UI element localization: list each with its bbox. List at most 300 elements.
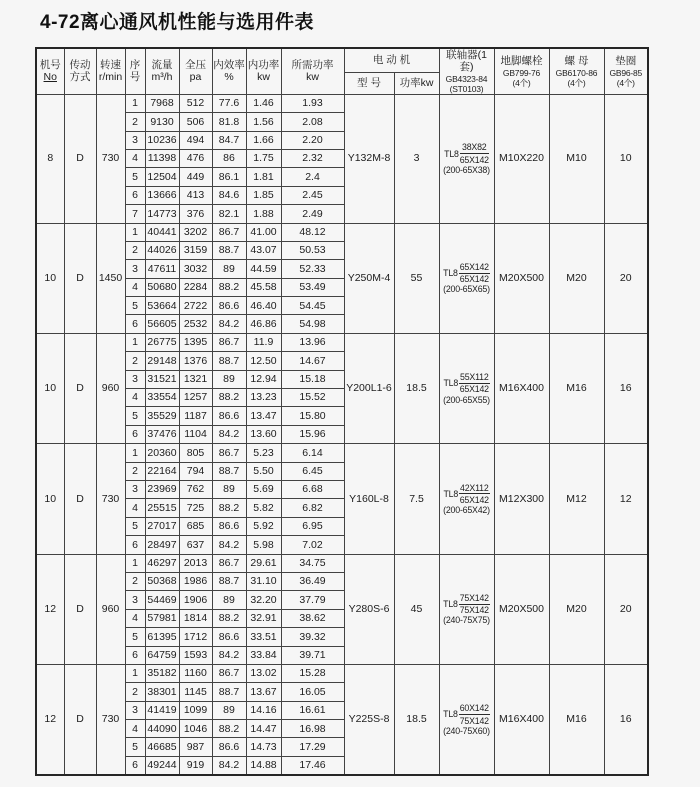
cell-flow: 20360 <box>145 444 179 462</box>
cell-required-power: 2.08 <box>281 113 344 131</box>
cell-required-power: 15.18 <box>281 370 344 388</box>
header-line: m³/h <box>151 71 173 84</box>
cell-flow: 13666 <box>145 186 179 204</box>
cell-required-power: 6.82 <box>281 499 344 517</box>
cell-internal-power: 5.69 <box>246 480 281 498</box>
cell-motor-power: 18.5 <box>394 664 439 775</box>
cell-pressure: 2532 <box>179 315 212 333</box>
cell-pressure: 2722 <box>179 297 212 315</box>
cell-internal-power: 43.07 <box>246 241 281 259</box>
cell-internal-power: 5.92 <box>246 517 281 535</box>
cell-drive: D <box>64 664 96 775</box>
cell-pressure: 1986 <box>179 572 212 590</box>
header-line: 联轴器(1套) <box>446 49 487 74</box>
cell-washer: 12 <box>604 444 648 554</box>
coupling-fraction <box>459 593 490 615</box>
cell-flow: 53664 <box>145 297 179 315</box>
col-header-motor-power: 功率kw <box>394 72 439 94</box>
cell-seq: 4 <box>125 149 145 167</box>
cell-flow: 47611 <box>145 260 179 278</box>
cell-flow: 27017 <box>145 517 179 535</box>
coupling-main <box>443 703 490 725</box>
cell-required-power: 15.28 <box>281 664 344 682</box>
cell-seq: 5 <box>125 297 145 315</box>
coupling-spec <box>440 262 494 294</box>
cell-seq: 2 <box>125 572 145 590</box>
cell-required-power: 16.05 <box>281 683 344 701</box>
col-header-fan-no <box>36 48 64 94</box>
cell-efficiency: 88.2 <box>212 499 246 517</box>
cell-seq: 6 <box>125 646 145 664</box>
header-line: GB4323-84 <box>445 73 488 84</box>
header-line: 垫圈 <box>615 55 637 68</box>
header-line: 螺 母 <box>564 55 589 68</box>
cell-flow: 10236 <box>145 131 179 149</box>
cell-flow: 7968 <box>145 94 179 112</box>
cell-required-power: 6.68 <box>281 480 344 498</box>
cell-fan-no: 12 <box>36 664 64 775</box>
header-line: 机号 <box>39 59 61 72</box>
cell-internal-power: 13.67 <box>246 683 281 701</box>
col-header-nut <box>549 48 604 94</box>
cell-drive: D <box>64 554 96 664</box>
cell-required-power: 48.12 <box>281 223 344 241</box>
cell-internal-power: 46.40 <box>246 297 281 315</box>
cell-pressure: 1160 <box>179 664 212 682</box>
cell-seq: 5 <box>125 517 145 535</box>
cell-internal-power: 1.56 <box>246 113 281 131</box>
cell-efficiency: 86.6 <box>212 407 246 425</box>
cell-seq: 2 <box>125 113 145 131</box>
cell-required-power: 6.95 <box>281 517 344 535</box>
cell-required-power: 15.80 <box>281 407 344 425</box>
header-line: 内功率 <box>247 59 280 72</box>
cell-flow: 38301 <box>145 683 179 701</box>
cell-required-power: 50.53 <box>281 241 344 259</box>
cell-seq: 1 <box>125 223 145 241</box>
coupling-bottom: 65X142 <box>459 384 489 395</box>
cell-seq: 3 <box>125 131 145 149</box>
cell-efficiency: 89 <box>212 480 246 498</box>
cell-motor-model: Y132M-8 <box>344 94 394 223</box>
cell-anchor-bolt: M16X400 <box>494 664 549 775</box>
cell-internal-power: 13.47 <box>246 407 281 425</box>
cell-flow: 35529 <box>145 407 179 425</box>
cell-seq: 2 <box>125 683 145 701</box>
coupling-bottom: 65X142 <box>459 154 489 165</box>
data-row <box>36 554 648 572</box>
header-line: GB6170-86 <box>555 67 598 78</box>
cell-anchor-bolt: M10X220 <box>494 94 549 223</box>
cell-seq: 1 <box>125 554 145 572</box>
cell-flow: 11398 <box>145 149 179 167</box>
cell-speed: 1450 <box>96 223 125 333</box>
cell-seq: 4 <box>125 499 145 517</box>
cell-internal-power: 12.94 <box>246 370 281 388</box>
cell-anchor-bolt: M20X500 <box>494 554 549 664</box>
cell-required-power: 2.20 <box>281 131 344 149</box>
cell-efficiency: 89 <box>212 701 246 719</box>
cell-required-power: 53.49 <box>281 278 344 296</box>
cell-pressure: 1814 <box>179 609 212 627</box>
header-line: % <box>224 71 234 84</box>
cell-nut: M20 <box>549 223 604 333</box>
cell-anchor-bolt: M20X500 <box>494 223 549 333</box>
cell-flow: 41419 <box>145 701 179 719</box>
cell-anchor-bolt: M16X400 <box>494 333 549 443</box>
cell-efficiency: 86.7 <box>212 333 246 351</box>
cell-required-power: 2.32 <box>281 149 344 167</box>
cell-flow: 29148 <box>145 352 179 370</box>
cell-internal-power: 13.02 <box>246 664 281 682</box>
cell-flow: 14773 <box>145 205 179 223</box>
cell-efficiency: 86.7 <box>212 664 246 682</box>
header-line: kw <box>306 71 319 84</box>
cell-required-power: 2.4 <box>281 168 344 186</box>
cell-seq: 4 <box>125 278 145 296</box>
cell-pressure: 805 <box>179 444 212 462</box>
cell-required-power: 39.32 <box>281 628 344 646</box>
cell-efficiency: 89 <box>212 591 246 609</box>
cell-flow: 40441 <box>145 223 179 241</box>
cell-efficiency: 88.2 <box>212 389 246 407</box>
cell-internal-power: 14.47 <box>246 720 281 738</box>
cell-fan-no: 10 <box>36 333 64 443</box>
coupling-main <box>443 483 489 505</box>
cell-internal-power: 41.00 <box>246 223 281 241</box>
coupling-top: 55X112 <box>460 372 489 383</box>
header-line: 地脚螺栓 <box>500 55 543 68</box>
cell-efficiency: 84.6 <box>212 186 246 204</box>
cell-seq: 5 <box>125 407 145 425</box>
cell-drive: D <box>64 444 96 554</box>
cell-internal-power: 32.91 <box>246 609 281 627</box>
cell-required-power: 17.46 <box>281 756 344 775</box>
cell-efficiency: 77.6 <box>212 94 246 112</box>
data-row <box>36 223 648 241</box>
cell-motor-power: 18.5 <box>394 333 439 443</box>
cell-efficiency: 88.2 <box>212 278 246 296</box>
coupling-note: (200-65X42) <box>443 504 490 515</box>
coupling-top: 75X142 <box>459 593 489 604</box>
cell-efficiency: 86.6 <box>212 628 246 646</box>
cell-efficiency: 84.2 <box>212 756 246 775</box>
cell-seq: 6 <box>125 186 145 204</box>
cell-internal-power: 14.16 <box>246 701 281 719</box>
cell-coupling <box>439 444 494 554</box>
cell-coupling <box>439 223 494 333</box>
cell-internal-power: 14.88 <box>246 756 281 775</box>
cell-flow: 31521 <box>145 370 179 388</box>
cell-efficiency: 86.7 <box>212 554 246 572</box>
cell-internal-power: 32.20 <box>246 591 281 609</box>
cell-pressure: 476 <box>179 149 212 167</box>
cell-required-power: 6.45 <box>281 462 344 480</box>
coupling-main <box>443 262 490 284</box>
cell-flow: 22164 <box>145 462 179 480</box>
coupling-main <box>444 142 489 164</box>
col-header-pressure <box>179 48 212 94</box>
cell-seq: 1 <box>125 444 145 462</box>
coupling-prefix: TL8 <box>443 599 458 610</box>
coupling-fraction <box>459 372 489 394</box>
cell-motor-power: 55 <box>394 223 439 333</box>
cell-efficiency: 84.2 <box>212 315 246 333</box>
cell-flow: 23969 <box>145 480 179 498</box>
header-line: 号 <box>129 71 141 84</box>
cell-internal-power: 46.86 <box>246 315 281 333</box>
cell-efficiency: 88.7 <box>212 572 246 590</box>
cell-efficiency: 86.6 <box>212 517 246 535</box>
coupling-note: (200-65X38) <box>443 164 490 175</box>
cell-washer: 20 <box>604 554 648 664</box>
cell-required-power: 17.29 <box>281 738 344 756</box>
cell-flow: 61395 <box>145 628 179 646</box>
coupling-bottom: 65X142 <box>459 274 489 285</box>
cell-speed: 730 <box>96 664 125 775</box>
cell-seq: 6 <box>125 425 145 443</box>
coupling-top: 65X142 <box>459 262 489 273</box>
cell-efficiency: 89 <box>212 370 246 388</box>
coupling-prefix: TL8 <box>443 488 459 499</box>
cell-motor-power: 7.5 <box>394 444 439 554</box>
cell-required-power: 13.96 <box>281 333 344 351</box>
coupling-top: 42X112 <box>460 482 489 493</box>
cell-required-power: 15.96 <box>281 425 344 443</box>
cell-internal-power: 5.98 <box>246 536 281 554</box>
cell-seq: 4 <box>125 609 145 627</box>
col-header-anchor-bolt <box>494 48 549 94</box>
cell-pressure: 1099 <box>179 701 212 719</box>
col-header-motor-model: 型 号 <box>344 72 394 94</box>
fan-spec-table <box>35 47 649 776</box>
coupling-fraction <box>459 262 490 284</box>
cell-seq: 3 <box>125 260 145 278</box>
coupling-main <box>443 593 490 615</box>
cell-motor-model: Y280S-6 <box>344 554 394 664</box>
cell-seq: 6 <box>125 315 145 333</box>
coupling-note: (200-65X65) <box>443 284 490 295</box>
cell-flow: 46685 <box>145 738 179 756</box>
cell-fan-no: 8 <box>36 94 64 223</box>
cell-nut: M16 <box>549 664 604 775</box>
coupling-prefix: TL8 <box>444 148 459 159</box>
cell-required-power: 34.75 <box>281 554 344 572</box>
col-header-washer <box>604 48 648 94</box>
cell-seq: 1 <box>125 94 145 112</box>
cell-internal-power: 33.84 <box>246 646 281 664</box>
cell-speed: 730 <box>96 94 125 223</box>
cell-seq: 3 <box>125 701 145 719</box>
cell-drive: D <box>64 223 96 333</box>
cell-flow: 28497 <box>145 536 179 554</box>
col-header-internal-power <box>246 48 281 94</box>
cell-seq: 4 <box>125 389 145 407</box>
cell-internal-power: 1.46 <box>246 94 281 112</box>
cell-internal-power: 1.81 <box>246 168 281 186</box>
cell-internal-power: 1.85 <box>246 186 281 204</box>
cell-required-power: 2.45 <box>281 186 344 204</box>
cell-required-power: 52.33 <box>281 260 344 278</box>
data-row <box>36 444 648 462</box>
cell-nut: M16 <box>549 333 604 443</box>
cell-drive: D <box>64 333 96 443</box>
coupling-spec <box>440 372 494 404</box>
cell-efficiency: 81.8 <box>212 113 246 131</box>
cell-internal-power: 45.58 <box>246 278 281 296</box>
header-line: r/min <box>98 71 123 84</box>
cell-pressure: 1593 <box>179 646 212 664</box>
cell-internal-power: 1.66 <box>246 131 281 149</box>
header-line: 方式 <box>69 71 91 84</box>
cell-seq: 5 <box>125 628 145 646</box>
cell-pressure: 1712 <box>179 628 212 646</box>
cell-flow: 50680 <box>145 278 179 296</box>
cell-pressure: 685 <box>179 517 212 535</box>
cell-internal-power: 5.23 <box>246 444 281 462</box>
cell-flow: 46297 <box>145 554 179 572</box>
cell-internal-power: 1.75 <box>246 149 281 167</box>
cell-required-power: 54.45 <box>281 297 344 315</box>
cell-flow: 50368 <box>145 572 179 590</box>
cell-internal-power: 1.88 <box>246 205 281 223</box>
header-line: No <box>43 71 57 84</box>
coupling-top: 38X82 <box>460 142 489 154</box>
cell-washer: 16 <box>604 333 648 443</box>
cell-pressure: 919 <box>179 756 212 775</box>
header-line: (ST0103) <box>449 83 484 94</box>
cell-speed: 730 <box>96 444 125 554</box>
cell-seq: 3 <box>125 370 145 388</box>
cell-required-power: 15.52 <box>281 389 344 407</box>
col-header-motor: 电 动 机 <box>344 48 439 72</box>
cell-coupling <box>439 554 494 664</box>
cell-pressure: 1145 <box>179 683 212 701</box>
cell-motor-model: Y160L-8 <box>344 444 394 554</box>
header-line: 全压 <box>185 59 206 72</box>
header-line: (4个) <box>567 77 586 88</box>
cell-pressure: 3159 <box>179 241 212 259</box>
cell-internal-power: 12.50 <box>246 352 281 370</box>
coupling-spec <box>440 593 494 625</box>
coupling-spec <box>440 483 494 515</box>
cell-internal-power: 13.23 <box>246 389 281 407</box>
cell-seq: 3 <box>125 591 145 609</box>
cell-pressure: 1395 <box>179 333 212 351</box>
cell-seq: 2 <box>125 352 145 370</box>
cell-flow: 64759 <box>145 646 179 664</box>
cell-coupling <box>439 333 494 443</box>
cell-pressure: 413 <box>179 186 212 204</box>
cell-internal-power: 5.82 <box>246 499 281 517</box>
cell-seq: 3 <box>125 480 145 498</box>
cell-internal-power: 44.59 <box>246 260 281 278</box>
cell-efficiency: 82.1 <box>212 205 246 223</box>
cell-pressure: 1104 <box>179 425 212 443</box>
cell-internal-power: 13.60 <box>246 425 281 443</box>
cell-flow: 26775 <box>145 333 179 351</box>
cell-speed: 960 <box>96 333 125 443</box>
cell-required-power: 37.79 <box>281 591 344 609</box>
cell-anchor-bolt: M12X300 <box>494 444 549 554</box>
cell-coupling <box>439 664 494 775</box>
cell-efficiency: 88.2 <box>212 720 246 738</box>
table-body <box>36 94 648 775</box>
cell-pressure: 3202 <box>179 223 212 241</box>
cell-required-power: 39.71 <box>281 646 344 664</box>
cell-efficiency: 86 <box>212 149 246 167</box>
cell-pressure: 449 <box>179 168 212 186</box>
coupling-prefix: TL8 <box>443 268 458 279</box>
cell-required-power: 6.14 <box>281 444 344 462</box>
cell-efficiency: 86.1 <box>212 168 246 186</box>
cell-internal-power: 31.10 <box>246 572 281 590</box>
cell-seq: 5 <box>125 738 145 756</box>
coupling-main <box>443 372 489 394</box>
header-line: 转速 <box>100 59 121 72</box>
cell-motor-power: 3 <box>394 94 439 223</box>
coupling-spec <box>440 703 494 735</box>
data-row <box>36 664 648 682</box>
cell-efficiency: 88.7 <box>212 241 246 259</box>
cell-required-power: 16.98 <box>281 720 344 738</box>
cell-internal-power: 29.61 <box>246 554 281 572</box>
header-line: (4个) <box>512 77 531 88</box>
cell-required-power: 14.67 <box>281 352 344 370</box>
col-header-efficiency <box>212 48 246 94</box>
cell-efficiency: 88.7 <box>212 462 246 480</box>
coupling-top: 60X142 <box>459 703 489 714</box>
cell-seq: 5 <box>125 168 145 186</box>
cell-flow: 37476 <box>145 425 179 443</box>
cell-efficiency: 84.2 <box>212 425 246 443</box>
cell-flow: 44090 <box>145 720 179 738</box>
cell-flow: 33554 <box>145 389 179 407</box>
col-header-speed <box>96 48 125 94</box>
cell-efficiency: 88.7 <box>212 683 246 701</box>
cell-required-power: 1.93 <box>281 94 344 112</box>
col-header-flow <box>145 48 179 94</box>
coupling-fraction <box>459 483 489 505</box>
cell-washer: 20 <box>604 223 648 333</box>
cell-flow: 54469 <box>145 591 179 609</box>
cell-pressure: 794 <box>179 462 212 480</box>
coupling-prefix: TL8 <box>443 378 459 389</box>
cell-speed: 960 <box>96 554 125 664</box>
cell-efficiency: 86.7 <box>212 223 246 241</box>
cell-seq: 7 <box>125 205 145 223</box>
cell-seq: 4 <box>125 720 145 738</box>
coupling-bottom: 75X142 <box>459 715 489 726</box>
coupling-fraction <box>460 142 489 164</box>
coupling-note: (200-65X55) <box>443 394 490 405</box>
col-header-drive <box>64 48 96 94</box>
cell-pressure: 506 <box>179 113 212 131</box>
cell-seq: 6 <box>125 536 145 554</box>
coupling-note: (240-75X60) <box>443 725 490 736</box>
header-line: 所需功率 <box>291 59 334 72</box>
cell-seq: 1 <box>125 664 145 682</box>
cell-pressure: 1321 <box>179 370 212 388</box>
coupling-spec <box>440 142 494 174</box>
cell-pressure: 1906 <box>179 591 212 609</box>
col-header-seq <box>125 48 145 94</box>
cell-efficiency: 86.6 <box>212 297 246 315</box>
cell-motor-model: Y250M-4 <box>344 223 394 333</box>
cell-nut: M10 <box>549 94 604 223</box>
cell-washer: 16 <box>604 664 648 775</box>
cell-flow: 9130 <box>145 113 179 131</box>
